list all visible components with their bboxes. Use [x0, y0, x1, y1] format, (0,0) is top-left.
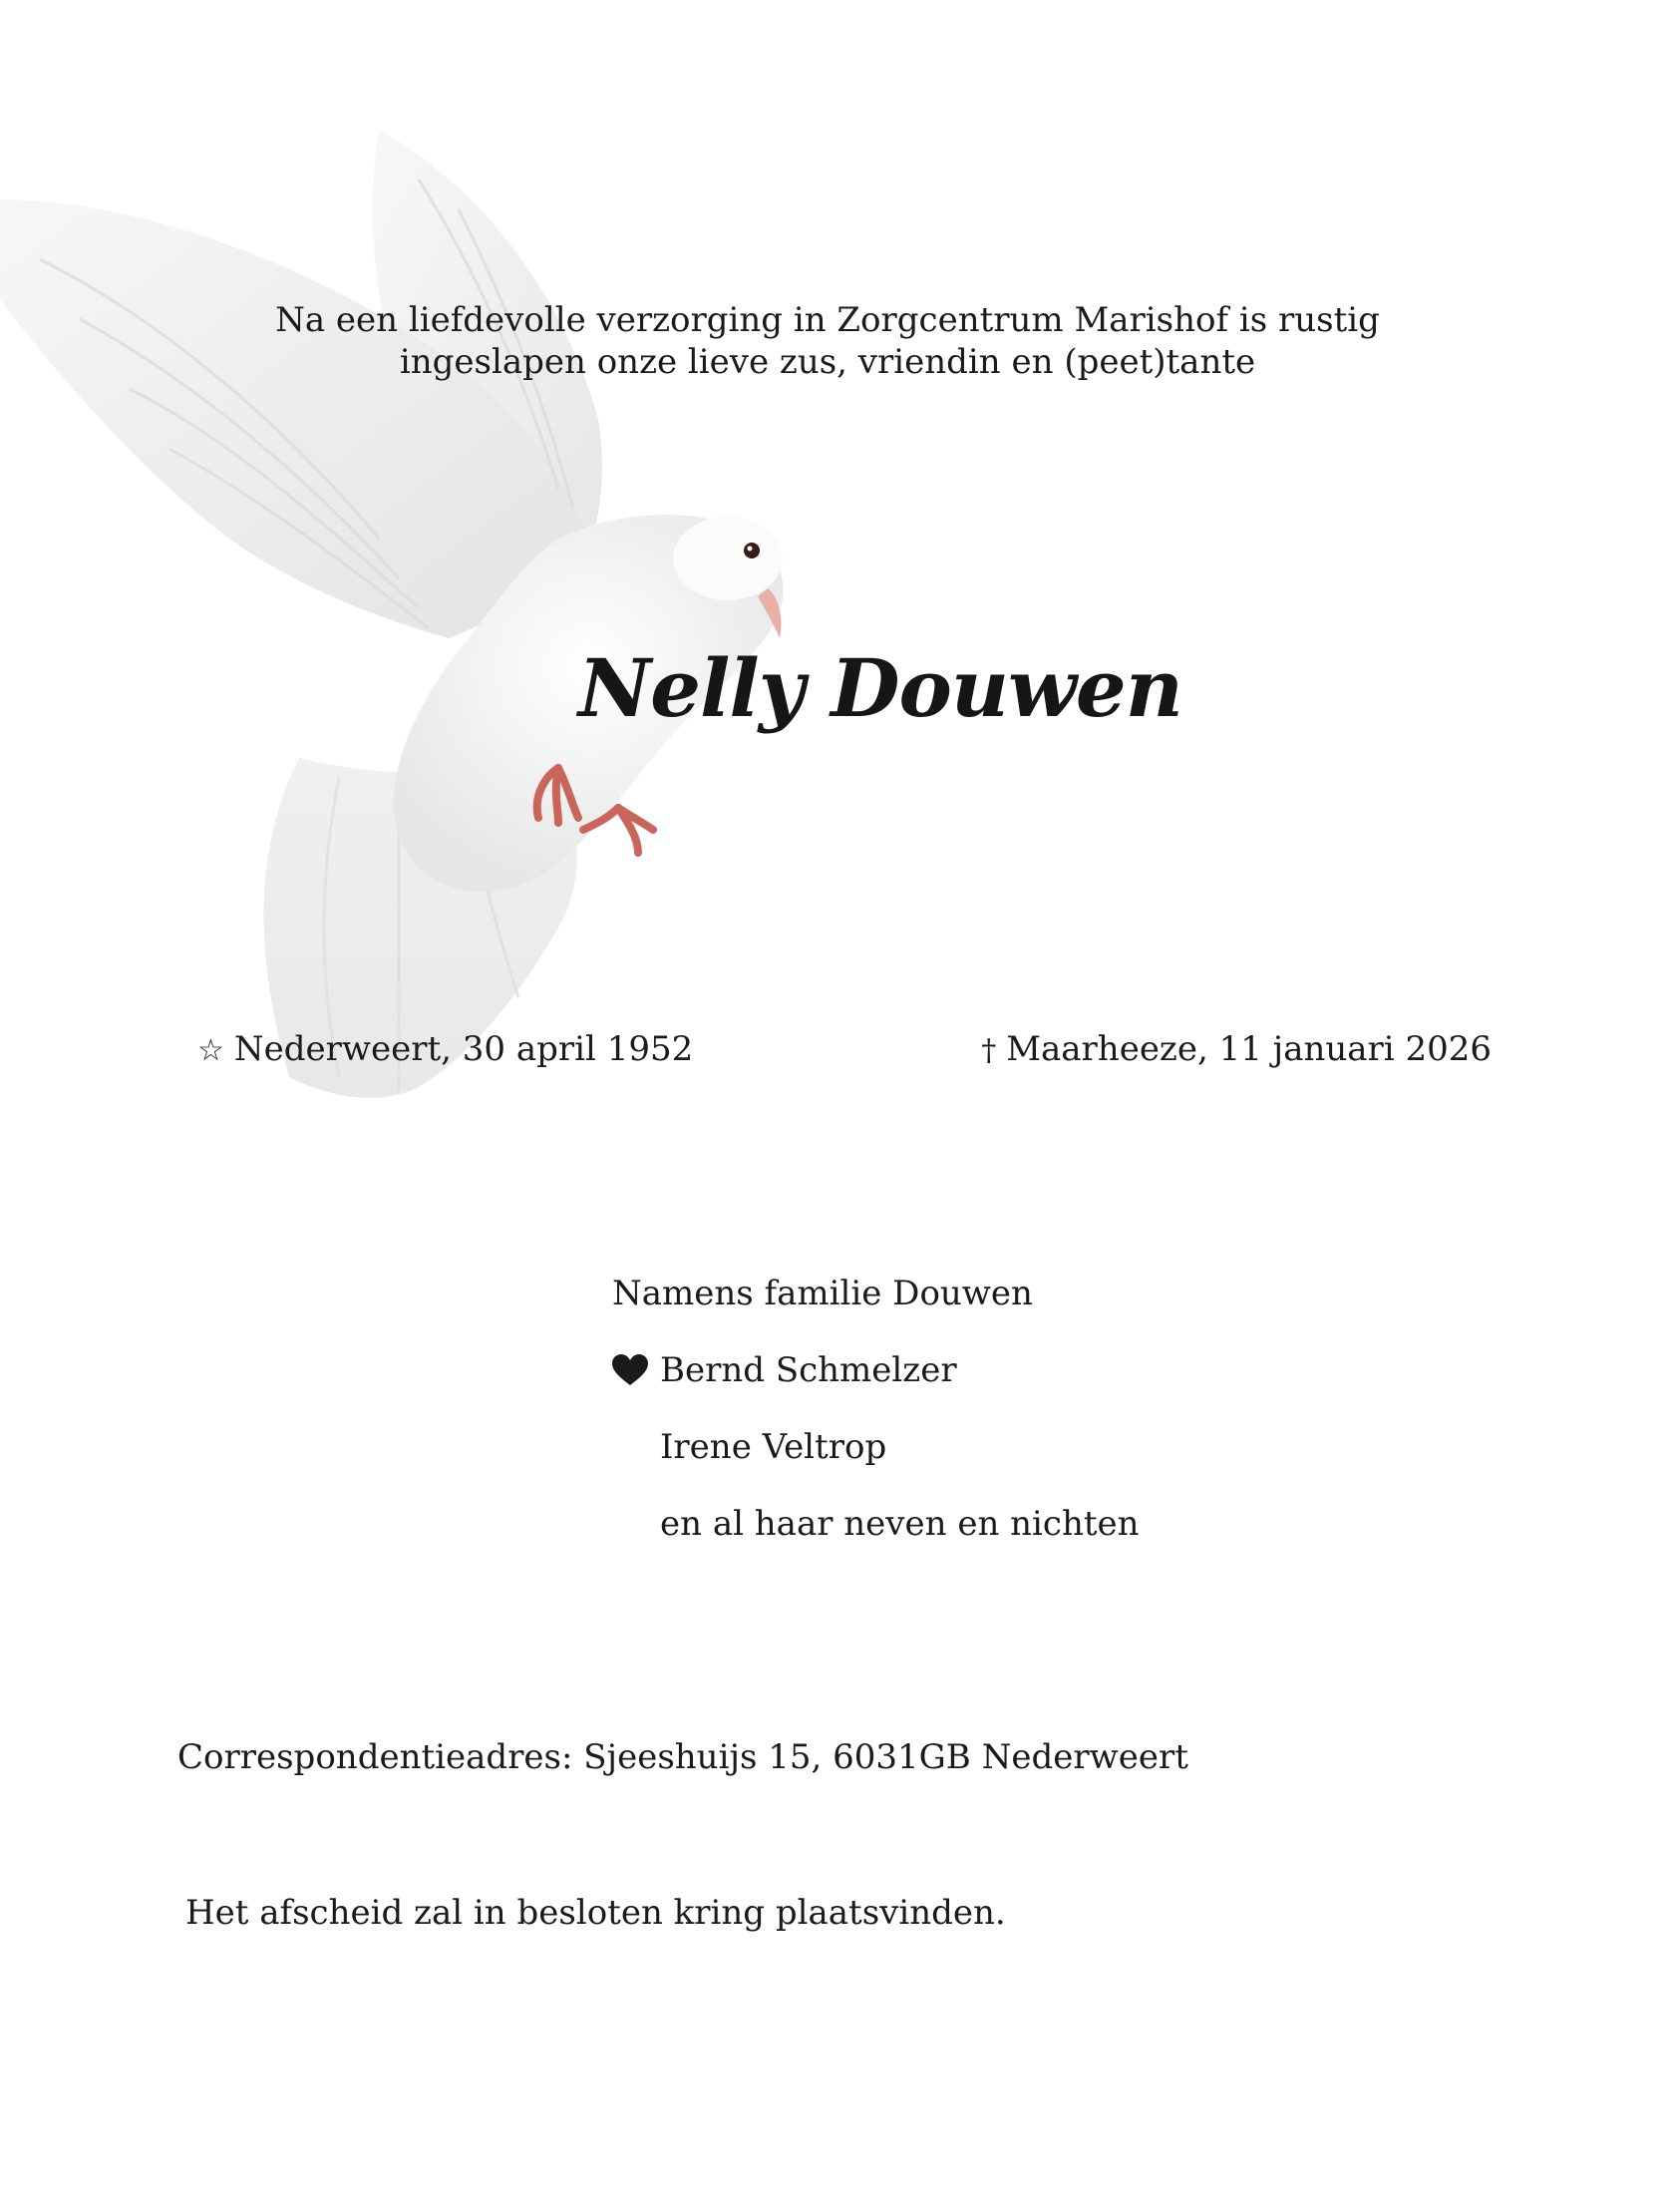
death-info [981, 1027, 1492, 1073]
intro-line-2: ingeslapen onze lieve zus, vriendin en (peet)tante [399, 342, 1256, 382]
cross-icon: † [981, 1033, 997, 1068]
intro-line-1: Na een liefdevolle verzorging in Zorgcentrum Marishof is rustig [275, 300, 1380, 340]
heart-icon [612, 1354, 648, 1386]
birth-info [197, 1027, 693, 1073]
family-header: Namens familie Douwen [612, 1274, 1033, 1313]
farewell-note: Het afscheid zal in besloten kring plaatsvinden. [185, 1893, 1006, 1933]
star-icon: ☆ [197, 1033, 224, 1068]
family-member: Irene Veltrop [660, 1427, 887, 1467]
list-item [612, 1348, 1140, 1425]
family-list [612, 1272, 1140, 1579]
family-member: Bernd Schmelzer [660, 1350, 957, 1390]
intro-text [229, 299, 1426, 383]
death-text: Maarheeze, 11 januari 2026 [1006, 1029, 1492, 1069]
birth-text: Nederweert, 30 april 1952 [233, 1029, 694, 1069]
dove-image [0, 120, 818, 1117]
deceased-name: Nelly Douwen [578, 641, 1182, 735]
family-member: en al haar neven en nichten [660, 1504, 1140, 1544]
correspondence-address: Correspondentieadres: Sjeeshuijs 15, 6031GB Nederweert [177, 1737, 1188, 1777]
list-item [612, 1425, 1140, 1502]
list-item [612, 1502, 1140, 1579]
